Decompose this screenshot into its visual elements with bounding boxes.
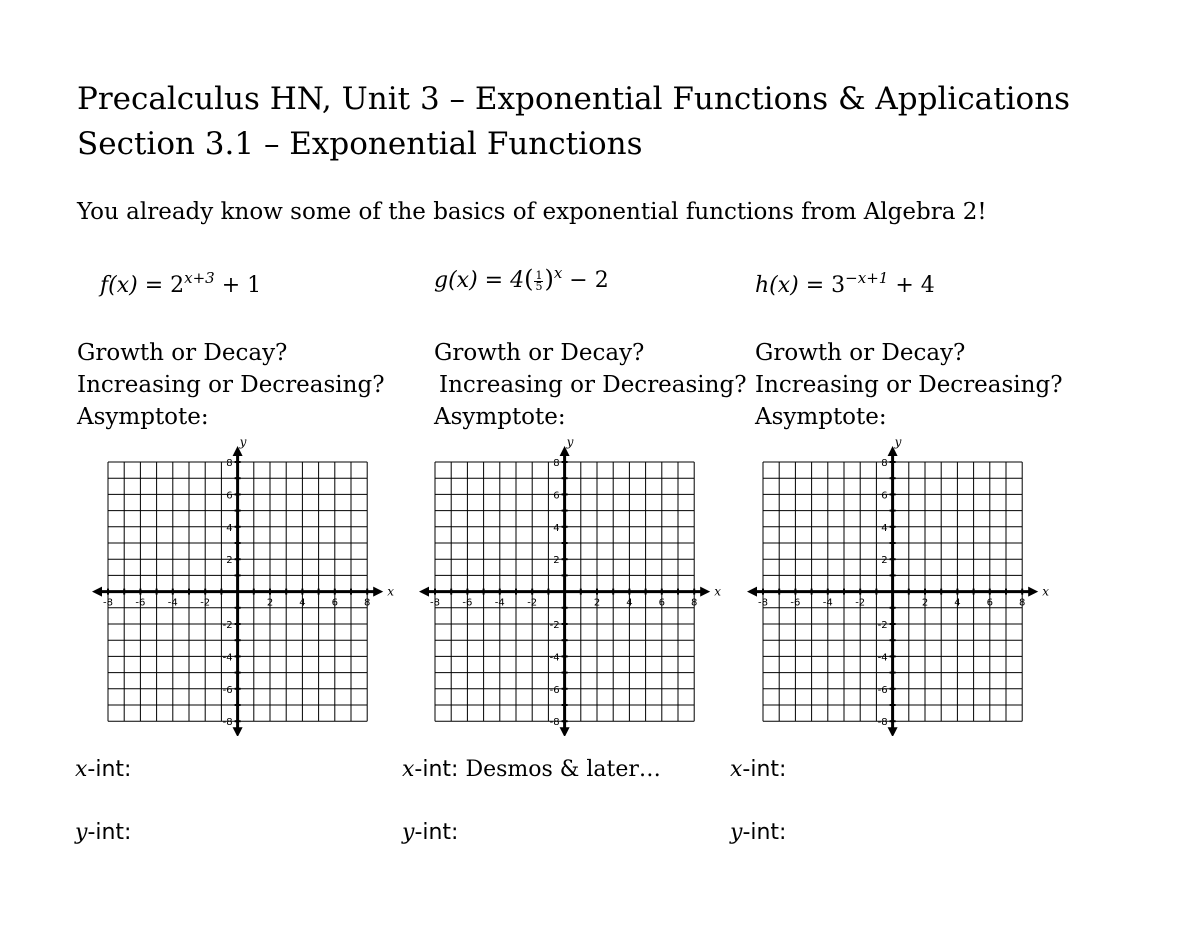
intro-text: You already know some of the basics of exponential functions from Algebra 2! (77, 199, 987, 225)
x-axis-label: x (1042, 584, 1049, 599)
y-tick-label: 6 (553, 490, 560, 502)
x-intercept-2 (402, 757, 661, 782)
function-g-name: g(x) = 4 (434, 268, 525, 293)
growth-question: Growth or Decay? (77, 340, 288, 366)
x-tick-label: 4 (954, 597, 961, 609)
x-tick-label: -2 (527, 597, 538, 609)
questions-column-3 (755, 337, 1063, 433)
x-tick-label: -6 (135, 597, 146, 609)
x-tick-label: 6 (658, 597, 665, 609)
y-tick-label: 4 (226, 522, 233, 534)
y-tick-label: 8 (226, 458, 233, 469)
function-h-name: h(x) = (755, 273, 825, 298)
questions-column-1 (77, 337, 385, 433)
function-g-tail: − 2 (569, 268, 609, 293)
y-axis-arrow-down (888, 727, 898, 736)
asymptote-label: Asymptote: (434, 404, 566, 430)
x-int-value: Desmos & later… (458, 757, 661, 782)
x-tick-label: 6 (986, 597, 993, 609)
asymptote-label: Asymptote: (77, 404, 209, 430)
function-f (100, 269, 261, 298)
x-tick-label: 8 (691, 597, 698, 609)
y-tick-label: -8 (549, 717, 560, 729)
x-axis-arrow-left (747, 587, 757, 597)
coordinate-grid-2[interactable] (417, 436, 729, 736)
x-intercept-1 (75, 757, 131, 782)
y-tick-label: 8 (881, 458, 888, 469)
x-axis-arrow-right (1028, 587, 1038, 597)
function-f-exponent: x+3 (184, 269, 215, 287)
x-tick-label: -6 (790, 597, 801, 609)
x-tick-label: 2 (921, 597, 929, 609)
x-tick-label: 2 (266, 597, 274, 609)
section-title: Section 3.1 – Exponential Functions (77, 126, 643, 162)
function-g-exponent: x (553, 264, 563, 282)
y-tick-label: -4 (222, 652, 233, 664)
x-var: x (75, 757, 88, 782)
y-tick-label: 8 (553, 458, 560, 469)
y-tick-label: -6 (222, 684, 233, 696)
fraction-numerator: 1 (535, 268, 543, 282)
y-tick-label: -6 (877, 684, 888, 696)
y-intercept-2 (402, 820, 458, 845)
x-int-label: -int: (87, 757, 132, 782)
x-tick-label: -8 (758, 597, 768, 609)
y-tick-label: 4 (553, 522, 560, 534)
page-title: Precalculus HN, Unit 3 – Exponential Functions & Applications (77, 81, 1071, 117)
y-tick-label: 4 (881, 522, 888, 534)
increasing-question: Increasing or Decreasing? (439, 372, 747, 398)
x-tick-label: -4 (167, 597, 178, 609)
asymptote-label: Asymptote: (755, 404, 887, 430)
y-tick-label: -2 (877, 620, 888, 631)
function-f-name: f(x) = (100, 273, 164, 298)
x-axis-arrow-left (92, 587, 102, 597)
y-axis-label: y (566, 436, 574, 449)
x-tick-label: -4 (494, 597, 505, 609)
questions-column-2 (434, 337, 747, 433)
x-tick-label: -2 (855, 597, 866, 609)
x-axis-arrow-right (700, 587, 710, 597)
y-intercept-3 (730, 820, 786, 845)
y-tick-label: -6 (549, 684, 560, 696)
x-tick-label: 8 (1019, 597, 1026, 609)
function-h-exponent: −x+1 (845, 269, 889, 287)
fraction-denominator: 5 (535, 279, 543, 293)
x-var: x (402, 757, 415, 782)
y-axis-arrow-down (560, 727, 570, 736)
x-var: x (730, 757, 743, 782)
function-h-tail: + 4 (895, 273, 935, 298)
y-tick-label: 2 (226, 555, 233, 567)
x-axis-label: x (714, 584, 721, 599)
x-tick-label: -2 (200, 597, 211, 609)
x-axis-label: x (387, 584, 394, 599)
increasing-question: Increasing or Decreasing? (755, 372, 1063, 398)
y-tick-label: 2 (553, 555, 560, 567)
x-axis-arrow-right (373, 587, 383, 597)
x-tick-label: 6 (331, 597, 338, 609)
function-h (755, 269, 935, 298)
y-intercept-1 (75, 820, 131, 845)
y-tick-label: -4 (549, 652, 560, 664)
y-axis-label: y (894, 436, 902, 449)
growth-question: Growth or Decay? (755, 340, 966, 366)
y-tick-label: 2 (881, 555, 888, 567)
function-g-fraction (534, 268, 543, 293)
x-tick-label: -8 (103, 597, 113, 609)
x-int-label: -int: (414, 757, 459, 782)
x-axis-arrow-left (419, 587, 429, 597)
x-tick-label: -4 (822, 597, 833, 609)
y-tick-label: -8 (877, 717, 888, 729)
increasing-question: Increasing or Decreasing? (77, 372, 385, 398)
y-tick-label: -4 (877, 652, 888, 664)
growth-question: Growth or Decay? (434, 340, 645, 366)
function-h-base: 3 (831, 273, 846, 298)
y-int-label: -int: (87, 820, 132, 845)
y-tick-label: -2 (222, 620, 233, 631)
y-var: y (75, 820, 88, 845)
function-f-tail: + 1 (221, 273, 262, 298)
x-tick-label: 8 (364, 597, 371, 609)
function-g: g(x) = 4( $\frac{1}{5}$ )$^x$ − 2 (434, 264, 609, 293)
x-intercept-3 (730, 757, 786, 782)
x-tick-label: 4 (626, 597, 633, 609)
coordinate-grid-1[interactable] (90, 436, 402, 736)
x-tick-label: 4 (299, 597, 306, 609)
y-tick-label: 6 (226, 490, 233, 502)
x-tick-label: -6 (462, 597, 473, 609)
y-var: y (402, 820, 415, 845)
y-tick-label: -2 (549, 620, 560, 631)
x-tick-label: 2 (593, 597, 601, 609)
y-tick-label: -8 (222, 717, 233, 729)
function-f-base: 2 (170, 273, 185, 298)
y-int-label: -int: (742, 820, 787, 845)
y-axis-label: y (239, 436, 247, 449)
coordinate-grid-3[interactable] (745, 436, 1057, 736)
y-axis-arrow-down (233, 727, 243, 736)
y-int-label: -int: (414, 820, 459, 845)
y-var: y (730, 820, 743, 845)
y-tick-label: 6 (881, 490, 888, 502)
x-int-label: -int: (742, 757, 787, 782)
x-tick-label: -8 (430, 597, 440, 609)
